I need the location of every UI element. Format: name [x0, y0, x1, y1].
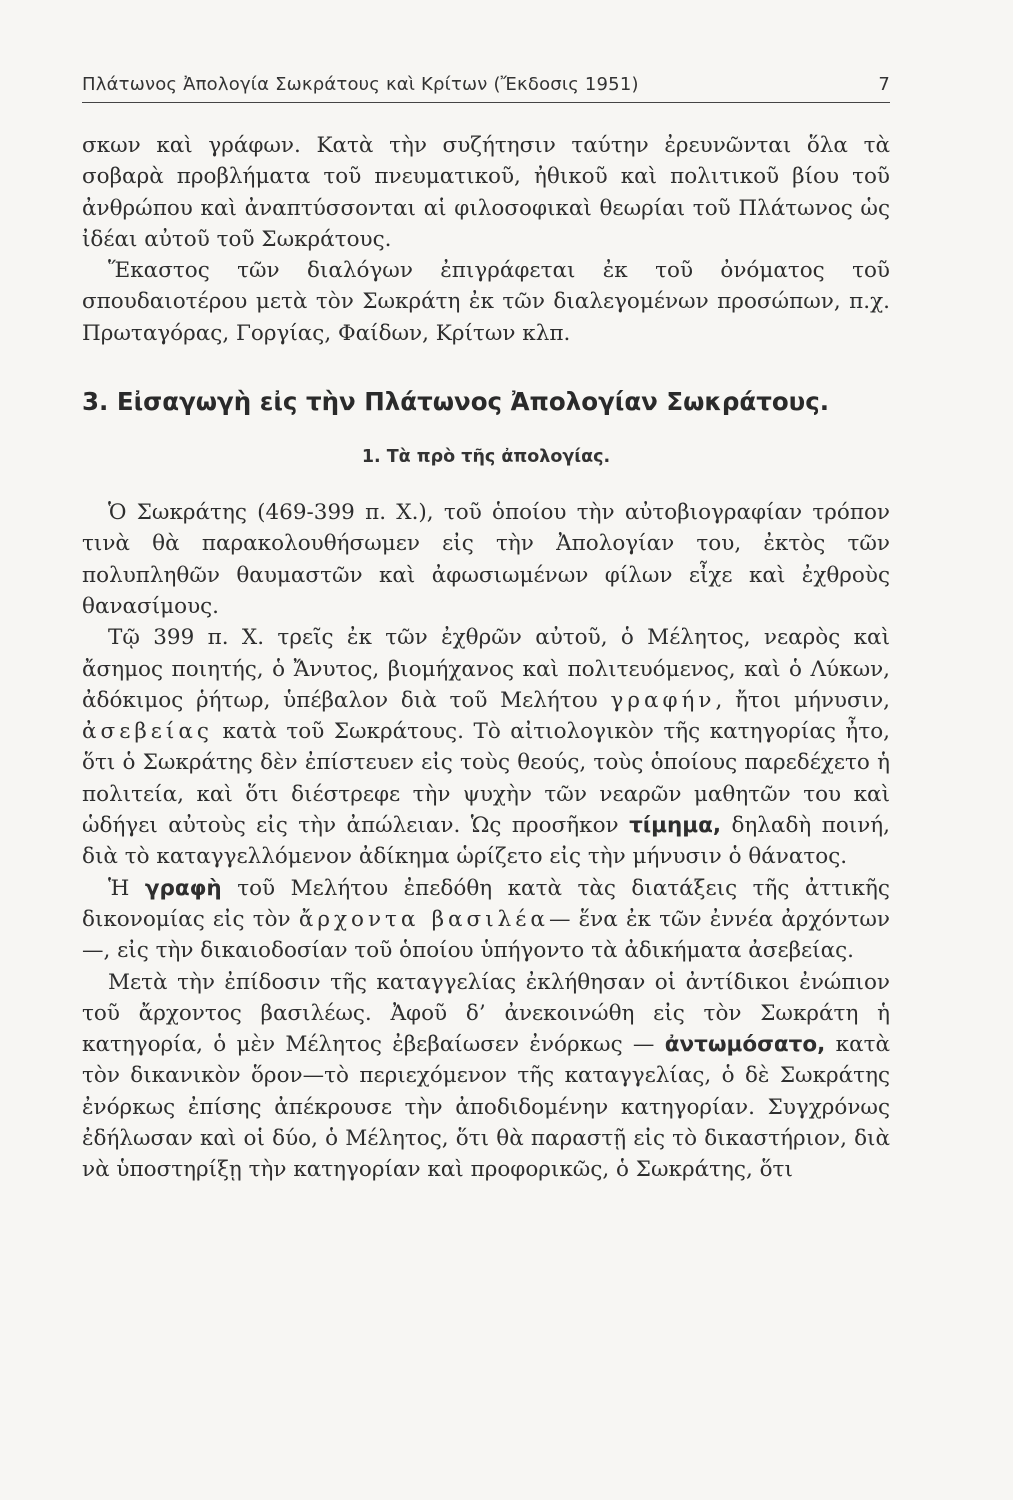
term-archonta-basilea: ἄρχοντα βασιλέα	[298, 906, 549, 932]
running-header	[82, 74, 890, 95]
running-title: Πλάτωνος Ἀπολογία Σωκράτους καὶ Κρίτων (Ἔκδοσις 1951)	[82, 74, 639, 95]
paragraph-3-part-b: — ἕνα ἐκ τῶν ἐννέα ἀρχόντων—, εἰς τὴν δικαιοδοσίαν τοῦ ὁποίου ὑπήγοντο τὰ ἀδικήματα ἀσεβείας.	[82, 906, 890, 964]
paragraph-3	[82, 873, 890, 967]
paragraph-3-article: Ἡ	[108, 875, 130, 901]
intro-paragraph-1: σκων καὶ γράφων. Κατὰ τὴν συζήτησιν ταύτην ἐρευνῶνται ὅλα τὰ σοβαρὰ προβλήματα τοῦ πνευματικοῦ, ἠθικοῦ καὶ πολιτικοῦ βίου τοῦ ἀνθρώπου καὶ ἀναπτύσσονται αἱ φιλοσοφικαὶ θεωρίαι τοῦ Πλάτωνος ὡς ἰδέαι αὐτοῦ τοῦ Σωκράτους.	[82, 133, 890, 252]
paragraph-3-part-a: τοῦ Μελήτου ἐπεδόθη κατὰ τὰς διατάξεις τῆς ἀττικῆς δικονομίας εἰς τὸν	[82, 875, 890, 932]
term-asebeias: ἀσεβείας	[82, 719, 213, 745]
paragraph-2	[82, 622, 890, 872]
header-rule	[82, 102, 890, 103]
paragraph-2-part-d: δηλαδὴ ποινή, διὰ τὸ καταγγελλόμενον ἀδίκημα ὡρίζετο εἰς τὴν μήνυσιν ὁ θάνατος.	[82, 813, 890, 870]
page-number: 7	[878, 74, 890, 95]
paragraph-2-part-c: κατὰ τοῦ Σωκράτους. Τὸ αἰτιολογικὸν τῆς κατηγορίας ἦτο, ὅτι ὁ Σωκράτης δὲν ἐπίστευεν εἰς τοὺς θεούς, τοὺς ὁποίους παρεδέχετο ἡ πολιτεία, καὶ ὅτι διέστρεφε τὴν ψυχὴν τῶν νεαρῶν μαθητῶν του καὶ ὡδήγει αὐτοὺς εἰς τὴν ἀπώλειαν. Ὡς προσῆκον	[82, 719, 890, 839]
paragraph-2-part-b: , ἤτοι μήνυσιν,	[715, 687, 890, 713]
paragraph-1: Ὁ Σωκράτης (469-399 π. Χ.), τοῦ ὁποίου τὴν αὐτοβιογραφίαν τρόπον τινὰ θὰ παρακολουθήσωμεν εἰς τὴν Ἀπολογίαν του, ἐκτὸς τῶν πολυπληθῶν θαυμαστῶν καὶ ἀφωσιωμένων φίλων εἶχε καὶ ἐχθροὺς θανασίμους.	[82, 500, 890, 619]
paragraph-4-part-b: κατὰ τὸν δικανικὸν ὅρον—τὸ περιεχόμενον τῆς καταγγελίας, ὁ δὲ Σωκράτης ἐνόρκως ἐπίσης ἀπέκρουσε τὴν ἀποδιδομένην κατηγορίαν. Συγχρόνως ἐδήλωσαν καὶ οἱ δύο, ὁ Μέλητος, ὅτι θὰ παραστῇ εἰς τὸ δικαστήριον, διὰ νὰ ὑποστηρίξῃ τὴν κατηγορίαν καὶ προφορικῶς, ὁ Σωκράτης, ὅτι	[82, 1032, 891, 1183]
intro-paragraph-2: Ἕκαστος τῶν διαλόγων ἐπιγράφεται ἐκ τοῦ ὀνόματος τοῦ σπουδαιοτέρου μετὰ τὸν Σωκράτη ἐκ τῶν διαλεγομένων προσώπων, π.χ. Πρωταγόρας, Γοργίας, Φαίδων, Κρίτων κλπ.	[82, 258, 890, 346]
paragraph-4	[82, 967, 890, 1186]
term-graphe: γραφὴ	[144, 875, 222, 901]
paragraph-2-part-a: Τῷ 399 π. Χ. τρεῖς ἐκ τῶν ἐχθρῶν αὐτοῦ, ὁ Μέλητος, νεαρὸς καὶ ἄσημος ποιητής, ὁ Ἄνυτος, βιομήχανος καὶ πολιτευόμενος, καὶ ὁ Λύκων, ἀδόκιμος ῥήτωρ, ὑπέβαλον διὰ τοῦ Μελήτου	[82, 625, 890, 713]
term-timema: τίμημα,	[629, 813, 722, 839]
paragraph-4-part-a: Μετὰ τὴν ἐπίδοσιν τῆς καταγγελίας ἐκλήθησαν οἱ ἀντίδικοι ἐνώπιον τοῦ ἄρχοντος βασιλέως. Ἀφοῦ δ’ ἀνεκοινώθη εἰς τὸν Σωκράτη ἡ κατηγορία, ὁ μὲν Μέλητος ἐβεβαίωσεν ἐνόρκως —	[82, 969, 890, 1058]
section-heading: 3. Εἰσαγωγὴ εἰς τὴν Πλάτωνος Ἀπολογίαν Σωκράτους.	[82, 387, 830, 417]
body-text	[82, 130, 890, 1186]
subsection-heading: 1. Τὰ πρὸ τῆς ἀπολογίας.	[361, 447, 611, 468]
term-graphen: γραφήν	[610, 687, 716, 713]
term-antomosato: ἀντωμόσατο,	[664, 1032, 826, 1058]
